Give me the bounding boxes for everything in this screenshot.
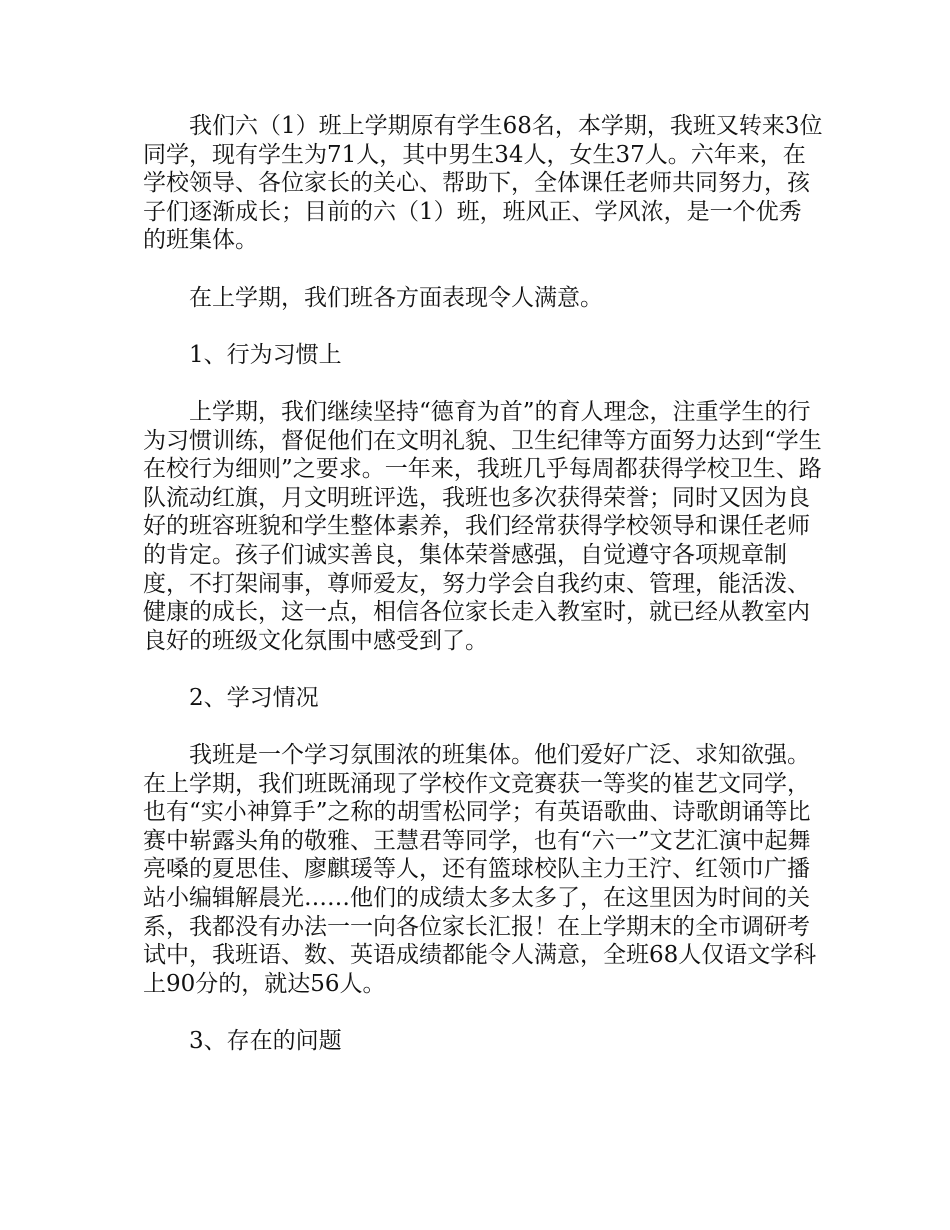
paragraph-gap [143, 712, 823, 741]
paragraph-gap [143, 255, 823, 284]
paragraph-gap [143, 369, 823, 398]
study-paragraph: 我班是一个学习氛围浓的班集体。他们爱好广泛、求知欲强。在上学期，我们班既涌现了学校作文竞赛获一等奖的崔艺文同学，也有“实小神算手”之称的胡雪松同学；有英语歌曲、诗歌朗诵等比赛中崭露头角的敬雅、王慧君等同学，也有“六一”文艺汇演中起舞亮嗓的夏思佳、廖麒瑗等人，还有篮球校队主力王泞、红领巾广播站小编辑解晨光……他们的成绩太多太多了，在这里因为时间的关系，我都没有办法一一向各位家长汇报！在上学期末的全市调研考试中，我班语、数、英语成绩都能令人满意，全班68人仅语文学科上90分的，就达56人。 [143, 742, 817, 997]
behavior-paragraph: 上学期，我们继续坚持“德育为首”的育人理念，注重学生的行为习惯训练，督促他们在文明礼貌、卫生纪律等方面努力达到“学生在校行为细则”之要求。一年来，我班几乎每周都获得学校卫生、路队流动红旗，月文明班评选，我班也多次获得荣誉；同时又因为良好的班容班貌和学生整体素养，我们经常获得学校领导和课任老师的肯定。孩子们诚实善良，集体荣誉感强，自觉遵守各项规章制度，不打架闹事，尊师爱友，努力学会自我约束、管理，能活泼、健康的成长，这一点，相信各位家长走入教室时，就已经从教室内良好的班级文化氛围中感受到了。 [143, 398, 822, 654]
section-heading-study: 2、学习情况 [189, 684, 319, 711]
paragraph-gap [143, 998, 823, 1027]
paragraph-gap [143, 312, 823, 341]
document-body [143, 112, 823, 1056]
section-heading-behavior: 1、行为习惯上 [189, 341, 342, 368]
summary-paragraph: 在上学期，我们班各方面表现令人满意。 [189, 284, 603, 311]
intro-paragraph: 我们六（1）班上学期原有学生68名，本学期，我班又转来3位同学，现有学生为71人，其中男生34人，女生37人。六年来，在学校领导、各位家长的关心、帮助下，全体课任老师共同努力，孩子们逐渐成长；目前的六（1）班，班风正、学风浓，是一个优秀的班集体。 [143, 113, 823, 254]
paragraph-gap [143, 655, 823, 684]
section-heading-problems: 3、存在的问题 [189, 1028, 342, 1054]
